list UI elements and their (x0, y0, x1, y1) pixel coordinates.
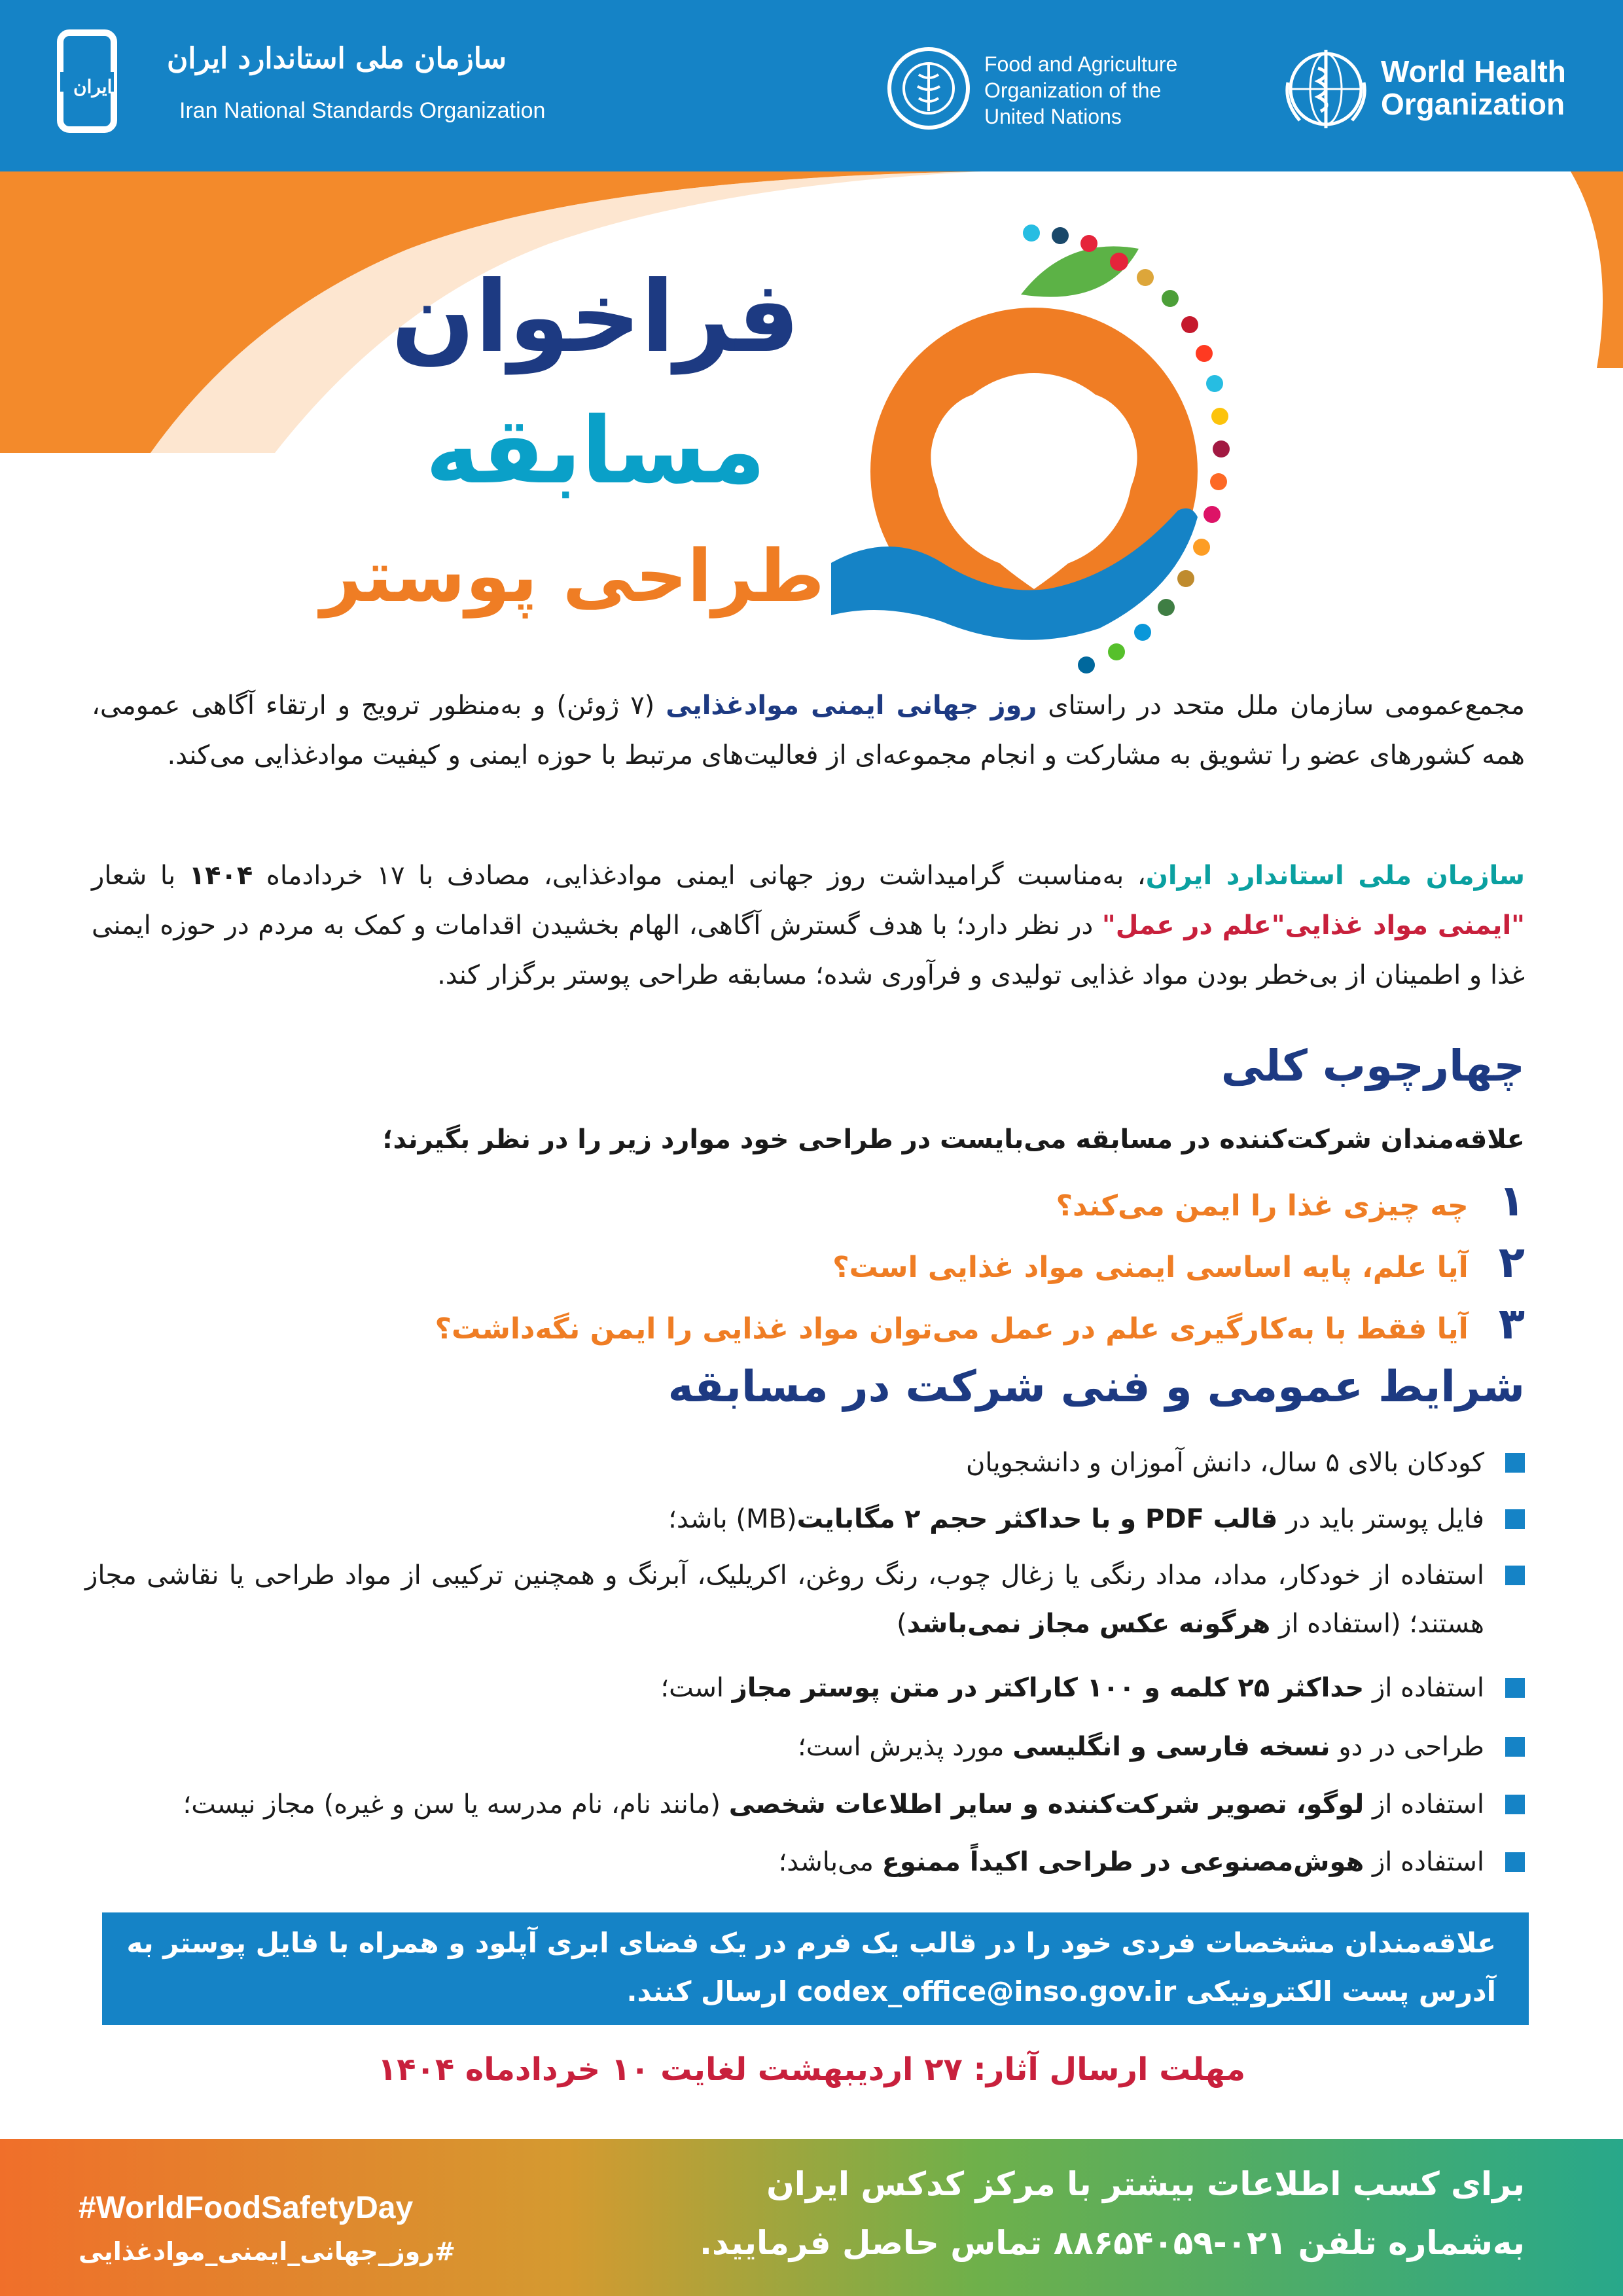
who-logo-icon (1280, 43, 1372, 135)
inso-name-fa: سازمان ملی استاندارد ایران (166, 42, 507, 75)
fao-name-line2: Organization of the (984, 79, 1162, 102)
bullet-square-icon (1505, 1795, 1525, 1814)
bullet-square-icon (1505, 1453, 1525, 1473)
condition-item (85, 1439, 1525, 1495)
intro-p2-slogan: "ایمنی مواد غذایی"علم در عمل" (1101, 910, 1525, 941)
hashtag-fa: #روز_جهانی_ایمنی_موادغذایی (79, 2237, 455, 2266)
condition-1-text: کودکان بالای ۵ سال، دانش آموزان و دانشجویان (965, 1448, 1484, 1478)
condition-3-text-b: هرگونه عکس مجاز نمی‌باشد (906, 1609, 1271, 1639)
contact-line2: به‌شماره تلفن ۰۲۱-۸۸۶۵۴۰۵۹ تماس حاصل فرمایید. (700, 2224, 1525, 2262)
condition-5-text-c: مورد پذیرش است؛ (798, 1732, 1013, 1762)
intro-p2-a: ، به‌مناسبت گرامیداشت روز جهانی ایمنی موادغذایی، مصادف با ۱۷ خردادماه (253, 861, 1146, 891)
conditions-heading: شرایط عمومی و فنی شرکت در مسابقه (668, 1361, 1525, 1412)
condition-5-text-a: طراحی در دو (1330, 1732, 1484, 1762)
condition-4-text-b: حداکثر ۲۵ کلمه و ۱۰۰ کاراکتر در متن پوستر مجاز (732, 1673, 1364, 1703)
condition-6-text-b: لوگو، تصویر شرکت‌کننده و سایر اطلاعات شخصی (728, 1789, 1364, 1820)
intro-p1-b: (۷ ژوئن) و به‌منظور ترویج و ارتقاء آگاهی عمومی، همه کشورهای عضو را تشویق به مشارکت و انجام مجموعه‌ای از فعالیت‌های مرتبط با حوزه ایمنی و کیفیت موادغذایی می‌کند. (92, 691, 1525, 770)
condition-item (85, 1780, 1525, 1838)
condition-item (85, 1495, 1525, 1551)
intro-p2-org: سازمان ملی استاندارد ایران (1145, 861, 1525, 891)
condition-2-text-a: فایل پوستر باید در (1277, 1504, 1484, 1534)
condition-3-text-a: استفاده از خودکار، مداد، مداد رنگی یا زغال چوب، رنگ روغن، اکریلیک، آبرنگ و همچنین ترکیبی از مواد طراحی یا نقاشی مجاز هستند؛ (استفاده از (85, 1560, 1484, 1639)
decorative-swoosh-right (1492, 171, 1623, 368)
intro-p2-year: ۱۴۰۴ (188, 861, 253, 891)
condition-7-text-a: استفاده از (1364, 1847, 1484, 1877)
fao-name-line1: Food and Agriculture (984, 52, 1178, 76)
bullet-square-icon (1505, 1509, 1525, 1529)
question-3 (435, 1295, 1525, 1359)
hashtag-en: #WorldFoodSafetyDay (79, 2191, 414, 2225)
intro-p1-highlight: روز جهانی ایمنی موادغذایی (666, 691, 1037, 721)
submission-line1: علاقه‌مندان مشخصات فردی خود را در قالب یک فرم در یک فضای ابری آپلود و همراه با فایل پوستر به (126, 1927, 1496, 1959)
bullet-square-icon (1505, 1678, 1525, 1698)
condition-3-text-c: ) (897, 1609, 907, 1639)
who-name-line2: Organization (1381, 87, 1565, 121)
framework-heading: چهارچوب کلی (1221, 1041, 1525, 1091)
title-line1: فراخوان (391, 260, 800, 374)
deadline-text: مهلت ارسال آثار: ۲۷ اردیبهشت لغایت ۱۰ خردادماه ۱۴۰۴ (377, 2051, 1246, 2088)
framework-lead: علاقه‌مندان شرکت‌کننده در مسابقه می‌بایست در طراحی خود موارد زیر را در نظر بگیرند؛ (382, 1124, 1525, 1155)
intro-p1-a: مجمع‌عمومی سازمان ملل متحد در راستای (1037, 691, 1525, 721)
fao-logo-icon (886, 46, 971, 131)
condition-6-text-c: (مانند نام، نام مدرسه یا سن و غیره) مجاز نیست؛ (183, 1789, 729, 1820)
condition-4-text-c: است؛ (660, 1673, 732, 1703)
condition-4-text-a: استفاده از (1364, 1673, 1484, 1703)
question-3-text: آیا فقط با به‌کارگیری علم در عمل می‌توان مواد غذایی را ایمن نگه‌داشت؟ (435, 1312, 1469, 1346)
bullet-square-icon (1505, 1852, 1525, 1872)
question-1-text: چه چیزی غذا را ایمن می‌کند؟ (1056, 1189, 1469, 1223)
condition-item (85, 1723, 1525, 1780)
who-name-line1: World Health (1381, 54, 1566, 88)
inso-logo-text: ایران (73, 77, 113, 97)
condition-2-text-c: (MB) باشد؛ (668, 1504, 797, 1534)
condition-item (85, 1664, 1525, 1723)
title-line2: مسابقه (425, 398, 766, 505)
intro-p2-b: با شعار (92, 861, 189, 891)
question-2-text: آیا علم، پایه اساسی ایمنی مواد غذایی است؟ (832, 1251, 1469, 1284)
conditions-list (85, 1439, 1525, 1895)
question-1 (1056, 1172, 1525, 1236)
condition-2-text-b: قالب PDF و با حداکثر حجم ۲ مگابایت (796, 1504, 1278, 1534)
condition-item (85, 1551, 1525, 1664)
submission-box (102, 1912, 1529, 2025)
footer-bar (0, 2139, 1623, 2296)
header-bar (0, 0, 1623, 171)
inso-name-en: Iran National Standards Organization (179, 98, 546, 123)
question-1-number: ۱ (1498, 1175, 1525, 1226)
condition-5-text-b: نسخه فارسی و انگلیسی (1012, 1732, 1330, 1762)
question-2-number: ۲ (1498, 1237, 1525, 1287)
fao-name-line3: United Nations (984, 105, 1122, 128)
condition-7-text-c: می‌باشد؛ (778, 1847, 882, 1877)
question-2 (832, 1233, 1525, 1297)
intro-p2-c: در نظر دارد؛ با هدف گسترش آگاهی، الهام بخشیدن اقدامات و کمک به مردم در حوزه ایمنی غذا و اطمینان از بی‌خطر بودن مواد غذایی تولیدی و فرآوری شده؛ مسابقه طراحی پوستر برگزار کند. (92, 910, 1525, 990)
intro-paragraph-1 (92, 681, 1525, 780)
bullet-square-icon (1505, 1737, 1525, 1757)
bullet-square-icon (1505, 1566, 1525, 1585)
condition-7-text-b: هوش‌مصنوعی در طراحی اکیداً ممنوع (882, 1847, 1364, 1877)
condition-item (85, 1838, 1525, 1895)
question-3-number: ۳ (1498, 1299, 1525, 1349)
condition-6-text-a: استفاده از (1364, 1789, 1484, 1820)
intro-paragraph-2 (92, 851, 1525, 1000)
contact-line1: برای کسب اطلاعات بیشتر با مرکز کدکس ایران (766, 2165, 1525, 2203)
submission-line2: آدرس پست الکترونیکی codex_office@inso.gov.ir ارسال کنند. (626, 1975, 1496, 2007)
food-safety-emblem-icon (812, 223, 1257, 681)
title-line3: طراحی پوستر (320, 534, 825, 618)
